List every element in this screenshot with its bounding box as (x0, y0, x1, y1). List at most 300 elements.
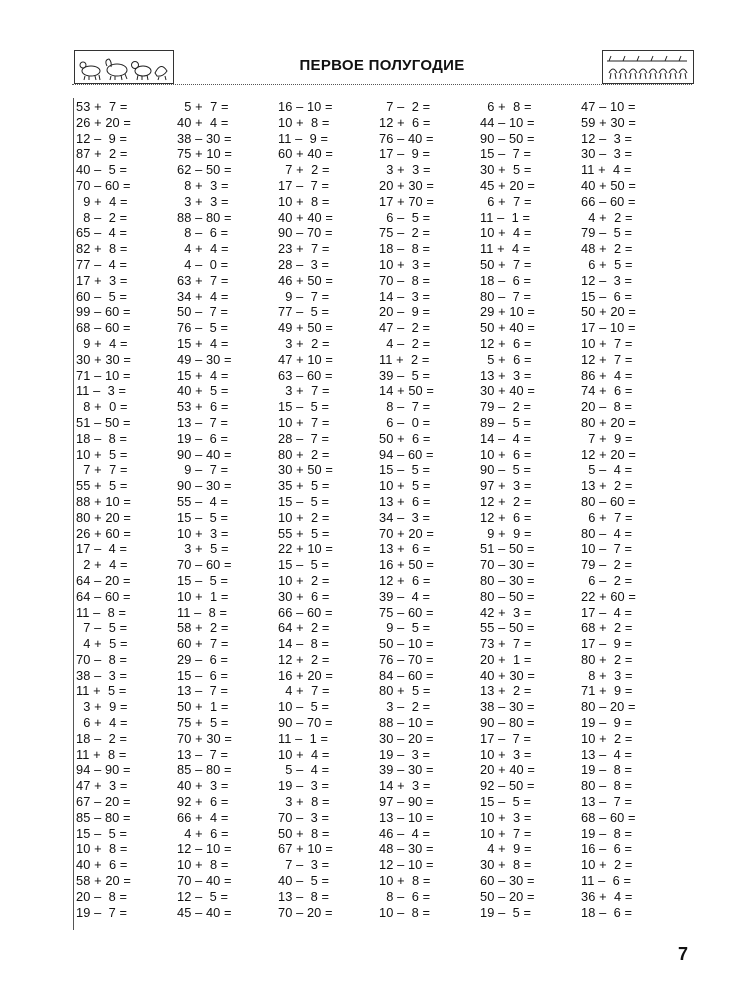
exercise-row (76, 762, 682, 778)
exercise-cell: 15 – 6 = (177, 667, 229, 683)
exercise-cell: 16 – 6 = (581, 841, 633, 857)
exercise-cell: 19 – 7 = (76, 904, 128, 920)
exercise-cell: 60 – 30 = (480, 873, 535, 889)
exercise-cell: 75 + 5 = (177, 715, 229, 731)
exercise-cell: 3 – 2 = (379, 699, 431, 715)
exercise-cell: 85 – 80 = (177, 762, 232, 778)
exercise-row (76, 699, 682, 715)
exercise-cell: 4 – 0 = (177, 256, 229, 272)
exercise-cell: 80 – 7 = (480, 288, 532, 304)
animals-drawing-icon (602, 50, 694, 84)
exercise-cell: 64 + 2 = (278, 620, 330, 636)
exercise-cell: 16 + 20 = (278, 667, 333, 683)
exercise-cell: 5 – 4 = (581, 462, 633, 478)
exercise-cell: 66 + 4 = (177, 809, 229, 825)
exercise-row (76, 257, 682, 273)
exercise-cell: 88 – 10 = (379, 715, 434, 731)
exercise-cell: 10 + 5 = (379, 478, 431, 494)
exercise-cell: 55 + 5 = (278, 525, 330, 541)
exercise-cell: 46 – 4 = (379, 825, 431, 841)
exercise-cell: 55 + 5 = (76, 478, 128, 494)
exercise-cell: 13 + 3 = (480, 367, 532, 383)
exercise-cell: 11 – 8 = (76, 604, 127, 620)
exercise-cell: 97 + 3 = (480, 478, 532, 494)
exercise-cell: 70 – 40 = (177, 873, 232, 889)
exercise-cell: 71 – 10 = (76, 367, 131, 383)
exercise-cell: 10 + 8 = (379, 873, 431, 889)
exercise-cell: 13 + 2 = (480, 683, 532, 699)
exercise-cell: 12 – 10 = (379, 857, 434, 873)
exercise-cell: 3 + 8 = (278, 794, 330, 810)
exercise-cell: 18 – 6 = (480, 272, 532, 288)
exercise-cell: 12 + 2 = (480, 493, 532, 509)
exercise-cell: 70 – 3 = (278, 809, 330, 825)
margin-line (73, 98, 74, 930)
exercise-cell: 20 + 30 = (379, 177, 434, 193)
exercise-cell: 13 – 4 = (581, 746, 633, 762)
exercise-cell: 28 – 3 = (278, 256, 330, 272)
exercise-cell: 20 – 8 = (581, 399, 633, 415)
exercise-cell: 80 – 30 = (480, 572, 535, 588)
exercise-cell: 36 + 4 = (581, 888, 633, 904)
exercise-cell: 19 – 3 = (379, 746, 431, 762)
exercise-cell: 4 + 9 = (480, 841, 532, 857)
exercise-cell: 53 + 6 = (177, 399, 229, 415)
exercise-row (76, 715, 682, 731)
exercise-cell: 50 + 6 = (379, 430, 431, 446)
exercise-cell: 26 + 20 = (76, 114, 131, 130)
exercise-cell: 13 – 7 = (177, 746, 229, 762)
exercise-cell: 15 + 4 = (177, 335, 229, 351)
exercise-cell: 12 + 6 = (480, 509, 532, 525)
exercise-cell: 90 – 30 = (177, 478, 232, 494)
exercise-cell: 10 – 5 = (278, 699, 330, 715)
exercise-cell: 10 + 3 = (480, 746, 532, 762)
exercise-cell: 4 + 2 = (581, 209, 633, 225)
exercise-cell: 20 – 8 = (76, 888, 128, 904)
exercise-cell: 11 – 9 = (278, 130, 329, 146)
exercise-row (76, 494, 682, 510)
exercise-cell: 80 + 5 = (379, 683, 431, 699)
exercise-cell: 20 + 40 = (480, 762, 535, 778)
exercise-cell: 13 – 7 = (581, 794, 633, 810)
exercise-cell: 19 – 8 = (581, 825, 633, 841)
exercise-cell: 75 + 10 = (177, 146, 232, 162)
exercise-cell: 10 + 8 = (76, 841, 128, 857)
exercise-cell: 12 – 10 = (177, 841, 232, 857)
exercise-cell: 79 – 2 = (581, 557, 633, 573)
exercise-cell: 6 + 7 = (480, 193, 532, 209)
exercise-row (76, 589, 682, 605)
exercise-row (76, 810, 682, 826)
exercise-cell: 22 + 60 = (581, 588, 636, 604)
exercise-cell: 17 – 9 = (581, 636, 633, 652)
exercise-cell: 13 – 10 = (379, 809, 434, 825)
exercise-cell: 63 – 60 = (278, 367, 333, 383)
exercise-cell: 13 + 6 = (379, 541, 431, 557)
exercise-cell: 40 – 5 = (278, 873, 330, 889)
exercise-cell: 50 + 1 = (177, 699, 229, 715)
exercise-row (76, 447, 682, 463)
exercise-cell: 13 + 2 = (581, 478, 633, 494)
exercise-cell: 70 – 8 = (379, 272, 431, 288)
exercise-cell: 2 + 4 = (76, 557, 128, 573)
exercise-cell: 70 – 8 = (76, 651, 128, 667)
exercise-cell: 18 – 6 = (581, 904, 633, 920)
exercise-cell: 10 + 8 = (278, 193, 330, 209)
exercise-cell: 80 – 50 = (480, 588, 535, 604)
exercise-cell: 40 + 3 = (177, 778, 229, 794)
exercise-cell: 76 – 5 = (177, 320, 229, 336)
exercise-cell: 90 – 50 = (480, 130, 535, 146)
exercise-row (76, 605, 682, 621)
exercise-cell: 88 – 80 = (177, 209, 232, 225)
exercise-row (76, 336, 682, 352)
exercise-cell: 8 – 6 = (177, 225, 229, 241)
exercise-cell: 14 – 3 = (379, 288, 431, 304)
exercise-cell: 70 – 60 = (177, 557, 232, 573)
exercise-cell: 94 – 90 = (76, 762, 131, 778)
exercise-cell: 39 – 30 = (379, 762, 434, 778)
exercise-row (76, 510, 682, 526)
exercise-cell: 71 + 9 = (581, 683, 633, 699)
exercise-row (76, 415, 682, 431)
exercise-cell: 75 – 2 = (379, 225, 431, 241)
exercise-cell: 3 + 9 = (76, 699, 128, 715)
exercise-cell: 50 + 8 = (278, 825, 330, 841)
exercise-cell: 11 + 2 = (379, 351, 430, 367)
exercise-row (76, 194, 682, 210)
exercise-cell: 15 – 5 = (76, 825, 128, 841)
exercise-cell: 40 + 30 = (480, 667, 535, 683)
exercise-cell: 19 – 5 = (480, 904, 532, 920)
exercise-cell: 11 – 8 = (177, 604, 228, 620)
exercise-cell: 8 – 2 = (76, 209, 128, 225)
exercise-cell: 82 + 8 = (76, 241, 128, 257)
exercise-row (76, 541, 682, 557)
exercise-cell: 38 – 30 = (480, 699, 535, 715)
exercise-row (76, 225, 682, 241)
exercise-cell: 10 + 4 = (278, 746, 330, 762)
exercise-cell: 68 – 60 = (581, 809, 636, 825)
exercise-cell: 23 + 7 = (278, 241, 330, 257)
exercise-cell: 15 – 5 = (480, 794, 532, 810)
exercise-cell: 77 – 4 = (76, 256, 128, 272)
exercise-cell: 15 – 6 = (581, 288, 633, 304)
exercise-cell: 30 – 3 = (581, 146, 633, 162)
exercise-cell: 60 – 5 = (76, 288, 128, 304)
exercise-cell: 4 + 7 = (278, 683, 330, 699)
exercise-cell: 94 – 60 = (379, 446, 434, 462)
exercise-cell: 47 – 2 = (379, 320, 431, 336)
exercise-cell: 3 + 5 = (177, 541, 229, 557)
header-divider (72, 84, 692, 85)
exercise-cell: 16 + 50 = (379, 557, 434, 573)
exercise-cell: 8 + 3 = (581, 667, 633, 683)
exercise-cell: 80 – 8 = (581, 778, 633, 794)
exercise-cell: 8 + 3 = (177, 177, 229, 193)
exercise-cell: 8 + 0 = (76, 399, 128, 415)
exercise-cell: 10 + 2 = (581, 857, 633, 873)
exercise-cell: 50 + 20 = (581, 304, 636, 320)
exercise-cell: 9 – 5 = (379, 620, 431, 636)
page-number: 7 (678, 944, 689, 964)
exercise-cell: 11 + 4 = (480, 241, 531, 257)
exercise-cell: 47 + 3 = (76, 778, 128, 794)
exercise-cell: 70 – 20 = (278, 904, 333, 920)
animals-drawing-icon (603, 51, 693, 83)
exercise-row (76, 431, 682, 447)
exercise-cell: 18 – 2 = (76, 730, 128, 746)
exercise-cell: 10 + 5 = (76, 446, 128, 462)
exercise-cell: 70 + 30 = (177, 730, 232, 746)
exercise-cell: 51 – 50 = (480, 541, 535, 557)
exercise-cell: 55 – 4 = (177, 493, 229, 509)
exercise-cell: 90 – 40 = (177, 446, 232, 462)
exercise-cell: 30 + 50 = (278, 462, 333, 478)
exercise-cell: 46 + 50 = (278, 272, 333, 288)
exercise-cell: 97 – 90 = (379, 794, 434, 810)
exercise-cell: 17 – 10 = (581, 320, 636, 336)
exercise-cell: 90 – 80 = (480, 715, 535, 731)
exercise-cell: 3 + 3 = (177, 193, 229, 209)
exercise-cell: 30 – 20 = (379, 730, 434, 746)
exercise-cell: 29 – 6 = (177, 651, 229, 667)
exercise-row (76, 289, 682, 305)
exercise-cell: 15 – 5 = (379, 462, 431, 478)
exercise-row (76, 178, 682, 194)
exercise-row (76, 241, 682, 257)
page-title: ПЕРВОЕ ПОЛУГОДИЕ (299, 57, 465, 74)
exercise-cell: 92 + 6 = (177, 794, 229, 810)
exercise-cell: 17 + 70 = (379, 193, 434, 209)
exercise-cell: 17 – 4 = (76, 541, 128, 557)
exercise-cell: 50 – 7 = (177, 304, 229, 320)
exercise-cell: 60 + 40 = (278, 146, 333, 162)
exercise-cell: 12 – 9 = (76, 130, 128, 146)
exercise-cell: 8 – 6 = (379, 888, 431, 904)
exercise-cell: 17 – 7 = (480, 730, 532, 746)
exercise-cell: 67 – 20 = (76, 794, 131, 810)
exercise-row (76, 352, 682, 368)
exercise-cell: 16 – 10 = (278, 99, 333, 114)
exercise-cell: 58 + 2 = (177, 620, 229, 636)
exercise-cell: 59 + 30 = (581, 114, 636, 130)
exercise-cell: 66 – 60 = (278, 604, 333, 620)
exercise-cell: 10 + 1 = (177, 588, 229, 604)
exercise-cell: 38 – 30 = (177, 130, 232, 146)
exercise-cell: 12 + 7 = (581, 351, 633, 367)
exercise-row (76, 115, 682, 131)
exercise-cell: 45 + 20 = (480, 177, 535, 193)
exercise-cell: 11 + 4 = (581, 162, 632, 178)
exercise-cell: 4 – 2 = (379, 335, 431, 351)
exercise-cell: 9 – 7 = (278, 288, 330, 304)
exercise-row (76, 636, 682, 652)
exercise-cell: 6 + 4 = (76, 715, 128, 731)
exercise-cell: 14 – 4 = (480, 430, 532, 446)
exercise-row (76, 778, 682, 794)
exercise-cell: 10 + 2 = (278, 572, 330, 588)
exercise-cell: 14 + 50 = (379, 383, 434, 399)
exercise-cell: 13 + 6 = (379, 493, 431, 509)
exercise-cell: 28 – 7 = (278, 430, 330, 446)
exercise-cell: 80 + 20 = (581, 414, 636, 430)
exercise-cell: 62 – 50 = (177, 162, 232, 178)
exercise-cell: 40 – 5 = (76, 162, 128, 178)
exercise-cell: 11 – 3 = (76, 383, 127, 399)
exercise-cell: 90 – 70 = (278, 225, 333, 241)
exercise-cell: 66 – 60 = (581, 193, 636, 209)
exercise-row (76, 131, 682, 147)
exercise-cell: 12 + 6 = (379, 572, 431, 588)
exercise-cell: 10 + 4 = (480, 225, 532, 241)
exercise-cell: 4 + 4 = (177, 241, 229, 257)
exercise-cell: 15 – 5 = (177, 509, 229, 525)
exercise-cell: 34 – 3 = (379, 509, 431, 525)
exercise-row (76, 873, 682, 889)
exercise-cell: 19 – 9 = (581, 715, 633, 731)
exercise-row (76, 652, 682, 668)
exercise-cell: 70 – 60 = (76, 177, 131, 193)
exercise-cell: 87 + 2 = (76, 146, 128, 162)
exercise-cell: 6 – 5 = (379, 209, 431, 225)
page-header (72, 44, 692, 88)
exercise-cell: 76 – 70 = (379, 651, 434, 667)
exercise-cell: 79 – 5 = (581, 225, 633, 241)
exercise-cell: 22 + 10 = (278, 541, 333, 557)
exercise-cell: 20 + 1 = (480, 651, 532, 667)
exercise-cell: 3 + 2 = (278, 335, 330, 351)
exercise-cell: 8 – 7 = (379, 399, 431, 415)
exercise-cell: 20 – 9 = (379, 304, 431, 320)
exercise-cell: 75 – 60 = (379, 604, 434, 620)
exercise-row (76, 304, 682, 320)
exercise-cell: 60 + 7 = (177, 636, 229, 652)
exercise-cell: 51 – 50 = (76, 414, 131, 430)
exercise-row (76, 383, 682, 399)
exercise-row (76, 320, 682, 336)
exercise-cell: 13 – 7 = (177, 414, 229, 430)
exercise-cell: 10 + 2 = (278, 509, 330, 525)
exercise-row (76, 478, 682, 494)
exercise-cell: 9 – 7 = (177, 462, 229, 478)
exercise-cell: 65 – 4 = (76, 225, 128, 241)
exercise-cell: 26 + 60 = (76, 525, 131, 541)
exercise-row (76, 841, 682, 857)
exercise-cell: 12 – 5 = (177, 888, 229, 904)
exercise-cell: 90 – 5 = (480, 462, 532, 478)
exercise-cell: 15 – 7 = (480, 146, 532, 162)
exercise-cell: 6 + 8 = (480, 99, 532, 114)
exercise-row (76, 731, 682, 747)
exercise-cell: 35 + 5 = (278, 478, 330, 494)
exercise-cell: 11 + 5 = (76, 683, 127, 699)
exercise-cell: 64 – 20 = (76, 572, 131, 588)
exercise-cell: 50 + 40 = (480, 320, 535, 336)
exercise-cell: 70 + 20 = (379, 525, 434, 541)
exercise-cell: 45 – 40 = (177, 904, 232, 920)
exercise-cell: 10 + 6 = (480, 446, 532, 462)
exercise-cell: 80 – 20 = (581, 699, 636, 715)
exercise-row (76, 794, 682, 810)
exercise-cell: 11 + 8 = (76, 746, 127, 762)
exercise-cell: 18 – 8 = (379, 241, 431, 257)
exercise-cell: 11 – 1 = (278, 730, 329, 746)
exercise-cell: 19 – 6 = (177, 430, 229, 446)
exercise-cell: 4 + 5 = (76, 636, 128, 652)
exercise-cell: 30 + 8 = (480, 857, 532, 873)
exercise-cell: 48 + 2 = (581, 241, 633, 257)
exercise-row (76, 905, 682, 921)
exercise-row (76, 889, 682, 905)
exercise-cell: 19 – 8 = (581, 762, 633, 778)
exercise-cell: 47 + 10 = (278, 351, 333, 367)
exercise-cell: 5 + 6 = (480, 351, 532, 367)
exercise-cell: 7 – 5 = (76, 620, 128, 636)
exercise-cell: 40 + 4 = (177, 114, 229, 130)
exercise-cell: 73 + 7 = (480, 636, 532, 652)
exercise-cell: 63 + 7 = (177, 272, 229, 288)
exercise-row (76, 826, 682, 842)
exercise-cell: 15 – 5 = (177, 572, 229, 588)
exercise-cell: 42 + 3 = (480, 604, 532, 620)
exercise-cell: 80 + 2 = (278, 446, 330, 462)
exercise-cell: 10 – 8 = (379, 904, 431, 920)
exercise-cell: 7 + 2 = (278, 162, 330, 178)
exercise-cell: 55 – 50 = (480, 620, 535, 636)
exercise-cell: 49 + 50 = (278, 320, 333, 336)
exercise-cell: 11 – 1 = (480, 209, 531, 225)
exercise-cell: 80 – 4 = (581, 525, 633, 541)
exercise-cell: 67 + 10 = (278, 841, 333, 857)
exercise-cell: 48 – 30 = (379, 841, 434, 857)
exercise-row (76, 462, 682, 478)
exercise-cell: 13 – 8 = (278, 888, 330, 904)
exercise-cell: 99 – 60 = (76, 304, 131, 320)
exercise-cell: 14 + 3 = (379, 778, 431, 794)
exercise-cell: 70 – 30 = (480, 557, 535, 573)
exercise-cell: 15 + 4 = (177, 367, 229, 383)
exercise-cell: 15 – 5 = (278, 399, 330, 415)
exercise-cell: 12 + 20 = (581, 446, 636, 462)
exercise-cell: 5 + 7 = (177, 99, 229, 114)
exercise-cell: 9 + 9 = (480, 525, 532, 541)
exercise-row (76, 399, 682, 415)
exercise-cell: 3 + 3 = (379, 162, 431, 178)
exercise-cell: 80 + 20 = (76, 509, 131, 525)
exercise-cell: 10 – 7 = (581, 541, 633, 557)
exercise-cell: 74 + 6 = (581, 383, 633, 399)
exercise-cell: 12 + 2 = (278, 651, 330, 667)
exercise-cell: 58 + 20 = (76, 873, 131, 889)
exercise-row (76, 557, 682, 573)
exercise-cell: 17 – 9 = (379, 146, 431, 162)
exercise-cell: 6 – 0 = (379, 414, 431, 430)
exercise-cell: 13 – 7 = (177, 683, 229, 699)
exercise-row (76, 620, 682, 636)
exercise-grid (76, 99, 682, 920)
exercise-cell: 40 + 40 = (278, 209, 333, 225)
exercise-cell: 5 – 4 = (278, 762, 330, 778)
exercise-cell: 38 – 3 = (76, 667, 128, 683)
exercise-cell: 12 – 3 = (581, 272, 633, 288)
exercise-cell: 68 + 2 = (581, 620, 633, 636)
exercise-cell: 10 + 2 = (581, 730, 633, 746)
exercise-cell: 18 – 8 = (76, 430, 128, 446)
exercise-cell: 19 – 3 = (278, 778, 330, 794)
exercise-cell: 53 + 7 = (76, 99, 128, 114)
